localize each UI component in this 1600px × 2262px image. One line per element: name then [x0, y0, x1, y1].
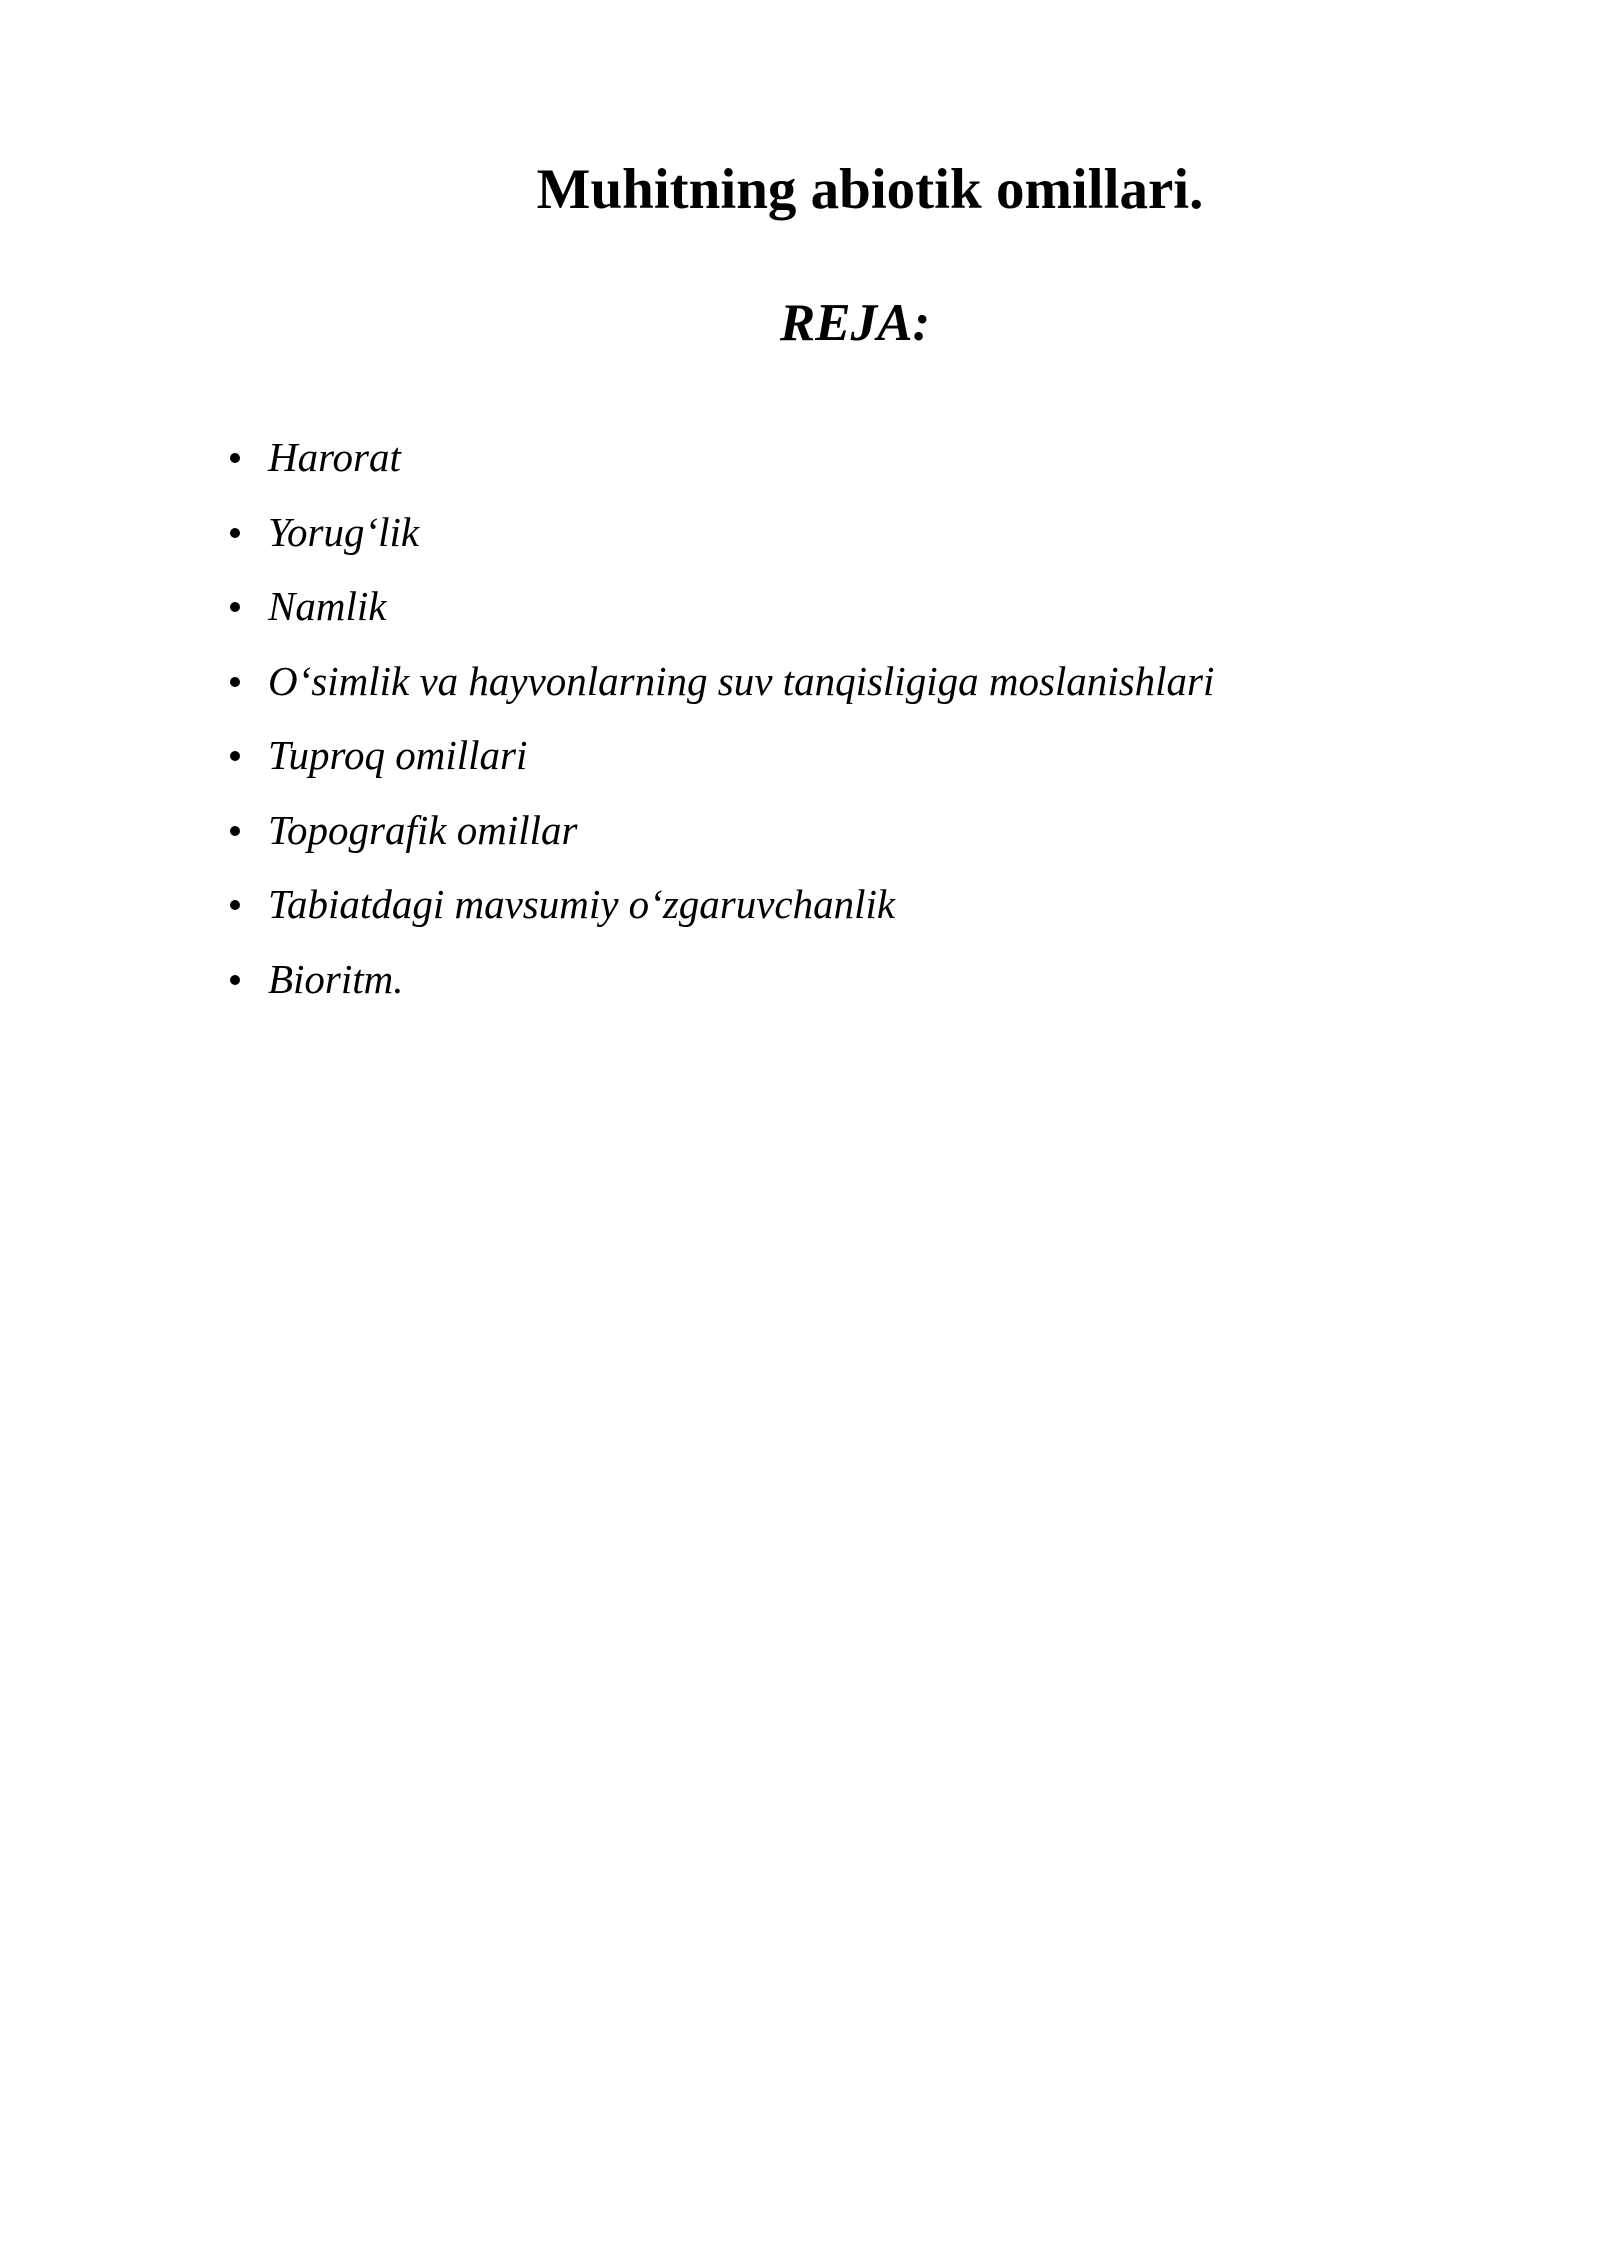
plan-list	[230, 420, 1214, 1016]
list-item	[230, 718, 1214, 793]
list-item-text: Tuproq omillari	[268, 732, 528, 778]
list-item	[230, 495, 1214, 570]
list-item-text: Namlik	[268, 583, 387, 629]
list-item	[230, 793, 1214, 868]
list-item	[230, 644, 1214, 719]
bullet-icon	[230, 975, 240, 985]
bullet-icon	[230, 602, 240, 612]
list-item-text: O‘simlik va hayvonlarning suv tanqisligiga moslanishlari	[268, 657, 1215, 704]
list-item	[230, 420, 1214, 495]
bullet-icon	[230, 751, 240, 761]
list-item-text: Harorat	[268, 434, 401, 480]
bullet-icon	[230, 900, 240, 910]
list-item	[230, 867, 1214, 942]
list-item-text: Yorug‘lik	[268, 508, 420, 555]
list-item	[230, 569, 1214, 644]
bullet-icon	[230, 677, 240, 687]
list-item-text: Topografik omillar	[268, 806, 578, 853]
plan-heading: REJA:	[779, 294, 931, 352]
bullet-icon	[230, 826, 240, 836]
list-item	[230, 942, 1214, 1017]
list-item-text: Tabiatdagi mavsumiy o‘zgaruvchanlik	[268, 881, 896, 927]
bullet-icon	[230, 453, 240, 463]
list-item-text: Bioritm.	[268, 955, 404, 1002]
bullet-icon	[230, 528, 240, 538]
page-title: Muhitning abiotik omillari.	[536, 158, 1204, 221]
